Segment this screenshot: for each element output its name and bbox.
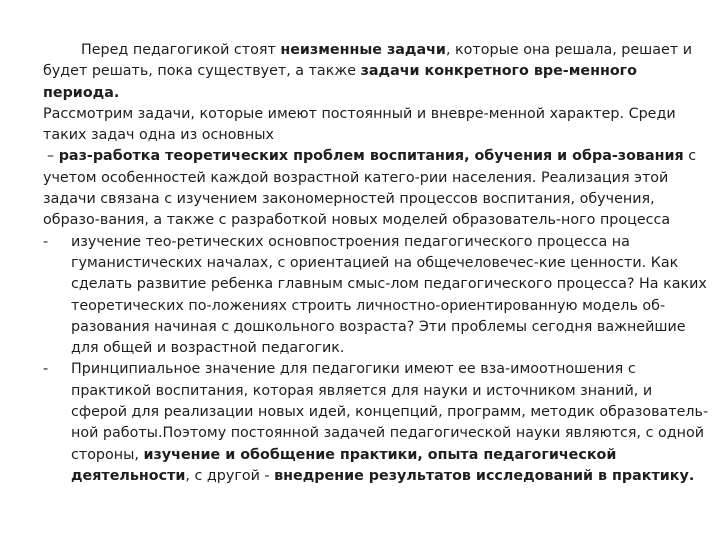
bold-unchanging-tasks: неизменные задачи bbox=[280, 42, 446, 58]
list-item bbox=[43, 232, 712, 360]
list-item-text bbox=[71, 359, 712, 487]
list-item-text: изучение тео-ретических основпостроения педагогического процесса на гуманистических началах, с ориентацией на общечеловечес-кие ценности. Как сделать развитие ребенка главным смыс-лом педагогического процесса? На каких теоретических по-ложениях строить личностно-ориентированную модель об-разования начиная с дошкольного возраста? Эти проблемы сегодня важнейшие для общей и возрастной педагогик. bbox=[71, 233, 707, 357]
dash-marker: – bbox=[47, 148, 59, 165]
bold-development-text: раз-работка теоретических проблем воспитания, обучения и обра-зования bbox=[58, 148, 684, 165]
paragraph-main-task bbox=[43, 146, 712, 231]
list-marker: - bbox=[43, 233, 49, 250]
paragraph-consider: Рассмотрим задачи, которые имеют постоянный и вневре-менной характер. Среди таких задач одна из основных bbox=[43, 105, 676, 144]
bold-implementation: внедрение результатов исследований в практику. bbox=[274, 467, 695, 484]
paragraph-intro bbox=[43, 40, 712, 104]
intro-middle-text: , которые она решала, решает и будет решать, пока существует, а также bbox=[43, 42, 692, 80]
practice-connector-text: , с другой - bbox=[185, 467, 275, 484]
main-task-rest-text: с учетом особенностей каждой возрастной катего-рии населения. Реализация этой задачи связана с изучением закономерностей процессов воспитания, обучения, образо-вания, а также с разработкой новых моделей образователь-ного процесса bbox=[43, 148, 697, 229]
bold-study-practice: изучение и обобщение практики, опыта педагогической деятельности bbox=[71, 446, 617, 484]
practice-text: Принципиальное значение для педагогики имеют ее вза-имоотношения с практикой воспитания, которая является для науки и источником знаний, и сферой для реализации новых идей, концепций, программ, методик образователь-ной работы.Поэтому постоянной задачей педагогической науки являются, с одной стороны, bbox=[71, 361, 709, 463]
intro-text: Перед педагогикой стоят bbox=[81, 42, 281, 58]
bold-temporary-tasks: задачи конкретного вре-менного периода. bbox=[43, 63, 637, 101]
list-item bbox=[43, 359, 712, 487]
list-marker: - bbox=[43, 361, 49, 378]
